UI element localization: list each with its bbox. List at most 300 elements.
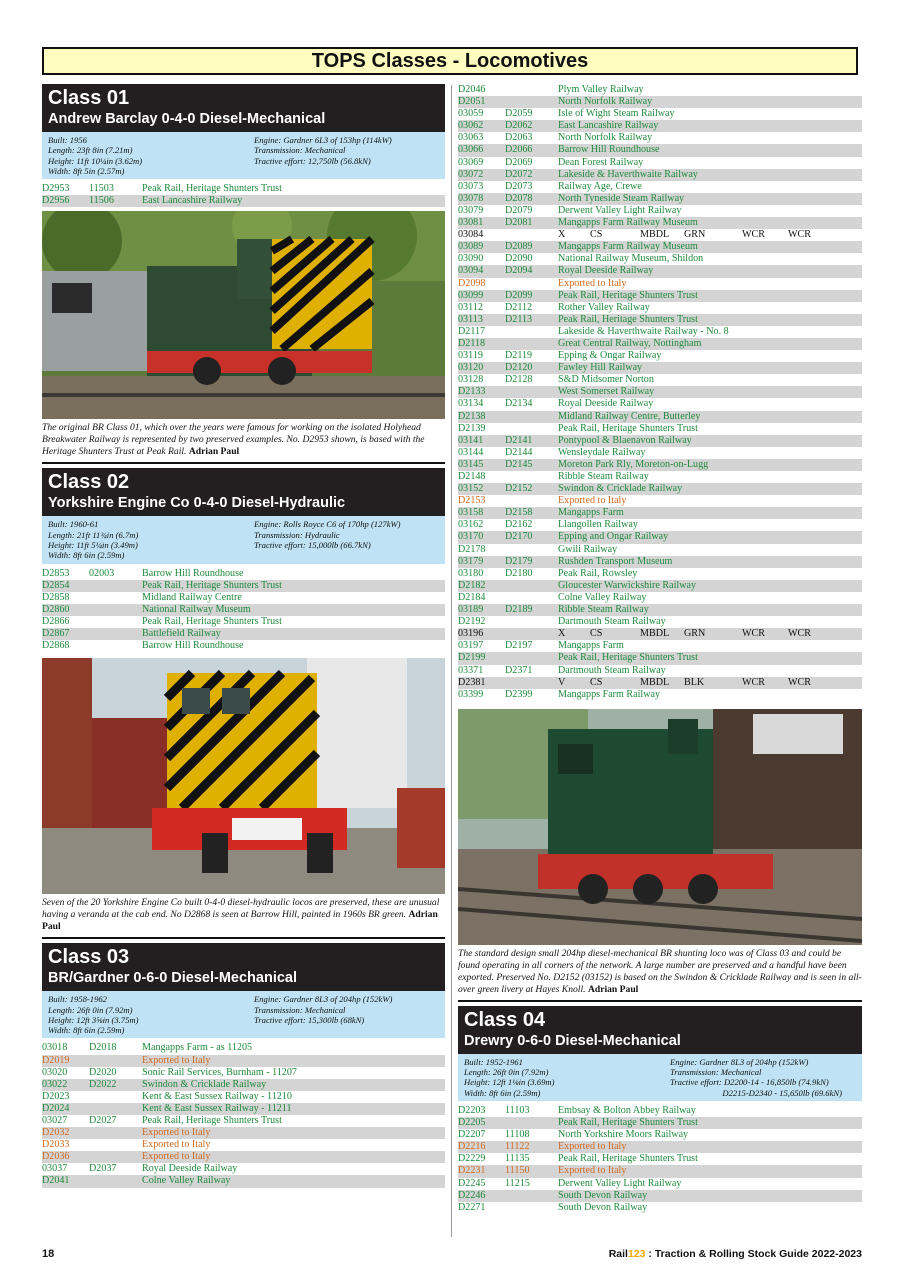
location: Mangapps Farm - as 11205 [142, 1042, 253, 1054]
alt-number: D2112 [505, 301, 533, 313]
class02-spec [42, 516, 445, 563]
ops-code: CS [590, 676, 603, 688]
alt-number: 11103 [505, 1104, 530, 1116]
location: Sonic Rail Services, Burnham - 11207 [142, 1066, 297, 1078]
table-row [458, 205, 862, 217]
alt-number [505, 592, 558, 604]
table-row [42, 640, 445, 652]
ops-code: X [558, 229, 566, 241]
right-column [458, 84, 862, 1214]
class-name: Class 04 [464, 1008, 546, 1031]
table-row [458, 665, 862, 677]
location: Embsay & Bolton Abbey Railway [558, 1104, 696, 1116]
ops-code: WCR [742, 628, 765, 640]
table-row [42, 604, 445, 616]
page-title: TOPS Classes - Locomotives [42, 47, 858, 75]
alt-number: D2094 [505, 265, 533, 277]
location: Peak Rail, Heritage Shunters Trust [142, 579, 282, 591]
class-subtitle: Andrew Barclay 0-4-0 Diesel-Mechanical [48, 111, 326, 127]
location: Royal Deeside Railway [142, 1163, 238, 1175]
spec-line: Width: 8ft 6in (2.59m) [48, 1025, 125, 1036]
table-row [458, 338, 862, 350]
table-row [458, 471, 862, 483]
alt-number [505, 338, 558, 350]
alt-number [505, 423, 558, 435]
table-row [458, 374, 862, 386]
locomotive-photo-image [42, 658, 445, 894]
loco-number: 03022 [42, 1078, 68, 1090]
alt-number [505, 1190, 558, 1202]
class01-spec [42, 132, 445, 179]
loco-number: 03189 [458, 604, 484, 616]
location: South Devon Railway [558, 1189, 648, 1201]
location: Dartmouth Steam Railway [558, 616, 666, 628]
class02-list [42, 568, 445, 653]
ops-code: WCR [788, 229, 811, 241]
table-row [458, 278, 862, 290]
spec-line: Tractive effort: 15,000lb (66.7kN) [254, 539, 371, 550]
location: North Tyneside Steam Railway [558, 192, 685, 204]
spec-line: Length: 23ft 8in (7.21m) [48, 145, 133, 156]
location: Epping and Ongar Railway [558, 531, 669, 543]
alt-number: D2113 [505, 313, 533, 325]
alt-number: D2134 [505, 398, 533, 410]
loco-number: D2867 [42, 628, 70, 640]
location: Pontypool & Blaenavon Railway [558, 434, 692, 446]
alt-number [505, 278, 558, 290]
loco-number: D2051 [458, 96, 486, 108]
loco-number: D2139 [458, 422, 486, 434]
alt-number [89, 1127, 142, 1139]
loco-number: D2853 [42, 567, 70, 579]
spec-line: Length: 26ft 0in (7.92m) [48, 1004, 133, 1015]
alt-number: D2144 [505, 446, 533, 458]
loco-number: 03073 [458, 180, 484, 192]
alt-number: D2089 [505, 241, 533, 253]
table-row [458, 314, 862, 326]
table-row [42, 1055, 445, 1067]
loco-number: 03134 [458, 398, 484, 410]
alt-number [89, 1055, 142, 1067]
loco-number: D2199 [458, 652, 486, 664]
spec-line: Height: 11ft 10¼in (3.62m) [48, 155, 143, 166]
alt-number: D2062 [505, 120, 533, 132]
alt-number: D2180 [505, 567, 533, 579]
location: South Devon Railway [558, 1201, 648, 1213]
spec-line: Height: 12ft 1⅛in (3.69m) [464, 1077, 555, 1088]
alt-number: D2066 [505, 144, 533, 156]
loco-number: 03059 [458, 108, 484, 120]
alt-number: 11215 [505, 1177, 530, 1189]
ops-code: GRN [684, 229, 706, 241]
loco-number: 03069 [458, 156, 484, 168]
alt-number: 11122 [505, 1141, 530, 1153]
spec-line: Width: 8ft 6in (2.59m) [464, 1087, 541, 1098]
table-row [458, 96, 862, 108]
table-row [458, 435, 862, 447]
table-row [458, 580, 862, 592]
alt-number: D2152 [505, 483, 533, 495]
location: Lakeside & Haverthwaite Railway [558, 168, 698, 180]
loco-number: 03094 [458, 265, 484, 277]
table-row [458, 1105, 862, 1117]
alt-number: D2371 [505, 664, 533, 676]
loco-number: 03120 [458, 362, 484, 374]
location: Rother Valley Railway [558, 301, 650, 313]
loco-number: D2205 [458, 1117, 486, 1129]
location: Mangapps Farm Railway [558, 688, 661, 700]
spec-line: Transmission: Mechanical [670, 1067, 762, 1078]
ops-code: MBDL [640, 676, 670, 688]
spacer [505, 677, 558, 689]
class01-list [42, 183, 445, 207]
spec-line: Engine: Gardner 8L3 of 204hp (152kW) [254, 994, 393, 1005]
ops-code: MBDL [640, 628, 670, 640]
table-row [458, 217, 862, 229]
table-row [42, 1042, 445, 1054]
location: Royal Deeside Railway [558, 398, 654, 410]
alt-number [89, 616, 142, 628]
location: National Railway Museum [142, 603, 251, 615]
location: Exported to Italy [558, 277, 627, 289]
loco-number: D2866 [42, 615, 70, 627]
class01-photo [42, 211, 445, 419]
spec-line: Built: 1960-61 [48, 519, 99, 530]
table-row [458, 241, 862, 253]
location: Moreton Park Rly, Moreton-on-Lugg [558, 458, 709, 470]
loco-number: 03037 [42, 1163, 68, 1175]
location: Dean Forest Railway [558, 156, 644, 168]
class02-caption [42, 897, 445, 933]
location: S&D Midsomer Norton [558, 374, 654, 386]
location: Exported to Italy [142, 1054, 211, 1066]
loco-number: D2858 [42, 591, 70, 603]
location: Peak Rail, Heritage Shunters Trust [558, 422, 698, 434]
alt-number: D2158 [505, 507, 533, 519]
location: National Railway Museum, Shildon [558, 253, 704, 265]
table-row [458, 447, 862, 459]
photo-credit: Adrian Paul [587, 983, 639, 995]
alt-number: D2081 [505, 217, 533, 229]
alt-number: D2399 [505, 688, 533, 700]
alt-number [89, 1139, 142, 1151]
loco-number: 03084 [458, 229, 484, 241]
location: Rushden Transport Museum [558, 555, 673, 567]
loco-number: 03158 [458, 507, 484, 519]
class01-caption [42, 422, 445, 458]
alt-number: D2090 [505, 253, 533, 265]
alt-number [89, 640, 142, 652]
table-row [42, 1175, 445, 1187]
location: Peak Rail, Heritage Shunters Trust [558, 1153, 698, 1165]
table-row [458, 144, 862, 156]
table-row [458, 1153, 862, 1165]
alt-number: D2119 [505, 350, 533, 362]
table-row [42, 1067, 445, 1079]
alt-number: D2018 [89, 1042, 117, 1054]
location: Mangapps Farm [558, 640, 624, 652]
table-row [458, 556, 862, 568]
class-name: Class 02 [48, 471, 130, 494]
alt-number: D2063 [505, 132, 533, 144]
alt-number [505, 1117, 558, 1129]
loco-number: 03062 [458, 120, 484, 132]
table-row [42, 1139, 445, 1151]
alt-number: 11150 [505, 1165, 530, 1177]
table-row [42, 1079, 445, 1091]
ops-code: WCR [742, 229, 765, 241]
table-row [458, 302, 862, 314]
alt-number [89, 604, 142, 616]
loco-number: D2041 [42, 1175, 70, 1187]
table-row [458, 265, 862, 277]
alt-number: D2179 [505, 555, 533, 567]
loco-number: D2148 [458, 471, 486, 482]
alt-number: D2162 [505, 519, 533, 531]
location: Peak Rail, Heritage Shunters Trust [558, 1117, 698, 1129]
loco-number: D2231 [458, 1165, 486, 1177]
spec-line: Tractive effort: 15,300lb (68kN) [254, 1014, 365, 1025]
ops-code: WCR [742, 676, 765, 688]
location: Peak Rail, Heritage Shunters Trust [558, 652, 698, 664]
location: Gloucester Warwickshire Railway [558, 579, 697, 591]
table-row [458, 519, 862, 531]
table-row [458, 423, 862, 435]
loco-number: D2953 [42, 183, 70, 195]
loco-number: D2381 [458, 676, 486, 688]
loco-number: 03145 [458, 458, 484, 470]
table-row [458, 181, 862, 193]
location: Barrow Hill Roundhouse [142, 567, 244, 579]
location: Mangapps Farm Railway Museum [558, 217, 698, 229]
location: Peak Rail, Heritage Shunters Trust [558, 289, 698, 301]
loco-number: D2854 [42, 579, 70, 591]
alt-number: D2073 [505, 180, 533, 192]
ops-code: MBDL [640, 229, 670, 241]
alt-number: D2128 [505, 374, 533, 386]
location: Exported to Italy [142, 1151, 211, 1163]
alt-number [89, 1091, 142, 1103]
loco-number: D2271 [458, 1201, 486, 1213]
ops-code: X [558, 628, 566, 640]
brand-123: 123 [627, 1248, 646, 1260]
class03-list [42, 1042, 445, 1187]
loco-number: D2046 [458, 84, 486, 95]
table-row [458, 411, 862, 423]
location: Exported to Italy [558, 495, 627, 507]
table-row [42, 568, 445, 580]
loco-number: D2133 [458, 386, 486, 398]
alt-number: D2078 [505, 192, 533, 204]
table-row [42, 592, 445, 604]
section-rule [42, 462, 445, 464]
alt-number [505, 1202, 558, 1214]
brand-rail: Rail [608, 1248, 628, 1260]
spec-line: D2215-D2340 - 15,650lb (69.6kN) [722, 1087, 842, 1098]
alt-number [89, 1151, 142, 1163]
ops-code: WCR [788, 676, 811, 688]
loco-number: 03020 [42, 1066, 68, 1078]
left-column [42, 84, 445, 1188]
table-row [458, 677, 862, 689]
loco-number: 03180 [458, 567, 484, 579]
location: North Norfolk Railway [558, 132, 653, 144]
alt-number: D2069 [505, 156, 533, 168]
alt-number: D2037 [89, 1163, 117, 1175]
loco-number: 03066 [458, 144, 484, 156]
location: Lakeside & Haverthwaite Railway - No. 8 [558, 325, 729, 337]
table-row [42, 1115, 445, 1127]
location: Wensleydale Railway [558, 446, 646, 458]
loco-number: 03119 [458, 350, 483, 362]
loco-number: 03170 [458, 531, 484, 543]
location: Isle of Wight Steam Railway [558, 108, 675, 120]
ops-code: GRN [684, 628, 706, 640]
spec-line: Engine: Gardner 8L3 of 204hp (152kW) [670, 1056, 809, 1067]
alt-number: 11503 [89, 183, 114, 195]
loco-number: 03197 [458, 640, 484, 652]
loco-number: D2207 [458, 1129, 486, 1141]
table-row [458, 229, 862, 241]
ops-code: BLK [684, 676, 705, 688]
location: Swindon & Cricklade Railway [142, 1078, 267, 1090]
table-row [458, 544, 862, 556]
spec-line: Engine: Rolls Royce C6 of 170hp (127kW) [254, 519, 401, 530]
class-name: Class 03 [48, 946, 130, 969]
alt-number: D2022 [89, 1078, 117, 1090]
loco-number: 03072 [458, 168, 484, 180]
table-row [42, 616, 445, 628]
table-row [458, 1165, 862, 1177]
table-row [42, 195, 445, 207]
table-row [458, 1202, 862, 1214]
location: East Lancashire Railway [558, 120, 659, 132]
loco-number: 03099 [458, 289, 484, 301]
loco-number: 03128 [458, 374, 484, 386]
loco-number: D2153 [458, 495, 486, 507]
location: Gwili Railway [558, 543, 618, 555]
alt-number: D2189 [505, 604, 533, 616]
table-row [458, 362, 862, 374]
location: Exported to Italy [142, 1127, 211, 1139]
loco-number: 03152 [458, 483, 484, 495]
loco-number: 03079 [458, 204, 484, 216]
loco-number: 03090 [458, 253, 484, 265]
location: Derwent Valley Light Railway [558, 204, 682, 216]
class03-header [42, 943, 445, 991]
publication-footer [609, 1248, 862, 1260]
class-name: Class 01 [48, 87, 130, 109]
table-row [458, 652, 862, 664]
alt-number [89, 1175, 142, 1187]
table-row [458, 398, 862, 410]
spec-line: Engine: Gardner 6L3 of 153hp (114kW) [254, 135, 392, 145]
table-row [42, 628, 445, 640]
location: Epping & Ongar Railway [558, 350, 662, 362]
table-row [458, 568, 862, 580]
table-row [458, 592, 862, 604]
class04-list [458, 1105, 862, 1214]
class02-header [42, 468, 445, 516]
loco-number: D2138 [458, 410, 486, 422]
table-row [458, 386, 862, 398]
ops-code: WCR [788, 628, 811, 640]
loco-number: D2118 [458, 337, 486, 349]
alt-number: D2145 [505, 458, 533, 470]
loco-number: 03371 [458, 664, 484, 676]
loco-number: D2184 [458, 591, 486, 603]
loco-number: 03018 [42, 1042, 68, 1054]
spec-line: Transmission: Mechanical [254, 145, 346, 156]
table-row [458, 1178, 862, 1190]
spec-line: Transmission: Mechanical [254, 1004, 346, 1015]
table-row [42, 580, 445, 592]
loco-number: D2216 [458, 1141, 486, 1153]
loco-number: 03089 [458, 241, 484, 253]
location: Colne Valley Railway [558, 591, 647, 603]
location: Midland Railway Centre [142, 591, 242, 603]
location: Peak Rail, Heritage Shunters Trust [142, 615, 282, 627]
table-row [458, 459, 862, 471]
alt-number [505, 326, 558, 338]
table-row [42, 1103, 445, 1115]
location: Colne Valley Railway [142, 1175, 231, 1187]
alt-number: D2170 [505, 531, 533, 543]
caption-text: Seven of the 20 Yorkshire Engine Co built 0-4-0 diesel-hydraulic locos are preserved, these are unusual having a veranda at the cab end. No D2868 is seen at Barrow Hill, painted in 1960s BR green. [42, 897, 440, 921]
loco-number: 03027 [42, 1114, 68, 1126]
alt-number [505, 386, 558, 398]
loco-number: D2245 [458, 1177, 486, 1189]
loco-number: 03081 [458, 217, 484, 229]
column-divider [451, 85, 452, 1237]
table-row [458, 689, 862, 701]
alt-number: D2072 [505, 168, 533, 180]
location: Midland Railway Centre, Butterley [558, 410, 701, 422]
table-row [458, 507, 862, 519]
table-row [42, 1163, 445, 1175]
spec-line: Transmission: Hydraulic [254, 529, 340, 540]
alt-number: D2099 [505, 289, 533, 301]
class03-caption [458, 948, 862, 996]
table-row [458, 1141, 862, 1153]
loco-number: 03113 [458, 313, 483, 325]
location: Battlefield Railway [142, 628, 221, 640]
loco-number: D2956 [42, 195, 70, 207]
page-number: 18 [42, 1248, 55, 1260]
location: Mangapps Farm Railway Museum [558, 241, 698, 253]
loco-number: D2033 [42, 1139, 70, 1151]
location: Derwent Valley Light Railway [558, 1177, 682, 1189]
class03-spec [42, 991, 445, 1038]
alt-number: D2020 [89, 1066, 117, 1078]
alt-number [505, 471, 558, 483]
table-row [458, 132, 862, 144]
table-row [458, 616, 862, 628]
loco-number: 03112 [458, 301, 483, 313]
spec-line: Width: 8ft 5in (2.57m) [48, 165, 125, 176]
table-row [458, 640, 862, 652]
location: Exported to Italy [558, 1165, 627, 1177]
location: Fawley Hill Railway [558, 362, 643, 374]
table-row [458, 604, 862, 616]
spec-line: Tractive effort: D2200-14 - 16,850lb (74.9kN) [670, 1077, 829, 1088]
location: Dartmouth Steam Railway [558, 664, 666, 676]
footer-title: : Traction & Rolling Stock Guide 2022-2023 [645, 1248, 862, 1260]
location: Kent & East Sussex Railway - 11210 [142, 1090, 292, 1102]
table-row [42, 183, 445, 195]
class04-spec [458, 1054, 862, 1101]
location: Ribble Steam Railway [558, 471, 649, 482]
